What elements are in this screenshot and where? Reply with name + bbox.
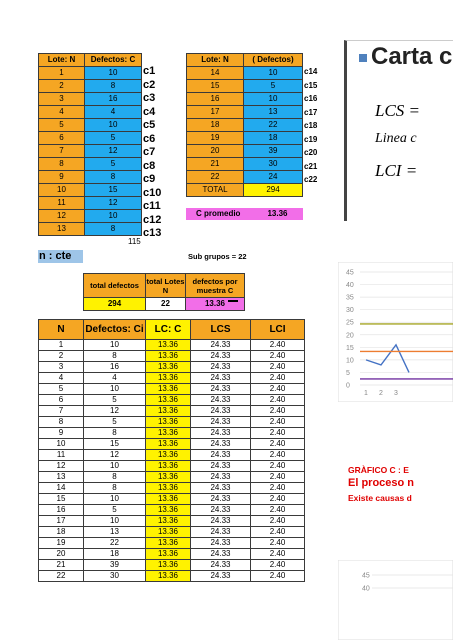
table-cell: 16 bbox=[39, 505, 84, 516]
table-cell: 9 bbox=[39, 171, 85, 184]
table-cell: 5 bbox=[84, 417, 146, 428]
table-row bbox=[39, 210, 142, 223]
table-cell: 13.36 bbox=[146, 516, 191, 527]
table-cell: 15 bbox=[187, 80, 244, 93]
col-defectos: ( Defectos) bbox=[244, 54, 303, 67]
y-tick-label: 40 bbox=[362, 585, 370, 593]
table-cell: 5 bbox=[39, 119, 85, 132]
n-label: n : cte bbox=[38, 250, 83, 263]
table-cell: 10 bbox=[244, 93, 303, 106]
total-row bbox=[187, 184, 303, 197]
col-n: N bbox=[39, 320, 84, 340]
table-cell: 10 bbox=[84, 516, 146, 527]
table-row bbox=[39, 384, 305, 395]
table-cell: 2.40 bbox=[251, 505, 305, 516]
defects-table-1 bbox=[38, 53, 142, 236]
table-cell: 24.33 bbox=[191, 472, 251, 483]
table-row bbox=[187, 158, 303, 171]
table-cell: 4 bbox=[85, 106, 142, 119]
table-cell: 12 bbox=[84, 406, 146, 417]
y-tick-label: 45 bbox=[346, 269, 354, 277]
table-row bbox=[187, 119, 303, 132]
col-lote: Lote: N bbox=[39, 54, 85, 67]
table-cell: 10 bbox=[85, 119, 142, 132]
table-row bbox=[39, 549, 305, 560]
table-cell: 10 bbox=[39, 184, 85, 197]
table-cell: 24.33 bbox=[191, 340, 251, 351]
slide-panel bbox=[344, 40, 453, 221]
conclusion-line-1: GRÀFICO C : E bbox=[348, 465, 409, 475]
y-tick-label: 25 bbox=[346, 319, 354, 327]
sum-value: 115 bbox=[128, 237, 141, 246]
table-cell: 17 bbox=[39, 516, 84, 527]
table-cell: 3 bbox=[39, 93, 85, 106]
formula-linea: Linea c bbox=[375, 131, 417, 146]
table-cell: 5 bbox=[85, 158, 142, 171]
table-cell: 4 bbox=[39, 373, 84, 384]
table-cell: 21 bbox=[187, 158, 244, 171]
table-row bbox=[39, 439, 305, 450]
col-lote: Lote: N bbox=[187, 54, 244, 67]
y-tick-label: 0 bbox=[346, 382, 350, 390]
table-cell: 13.36 bbox=[146, 549, 191, 560]
table-cell: 1 bbox=[39, 340, 84, 351]
table-cell: 2.40 bbox=[251, 351, 305, 362]
summary-total-lotes: total Lotes N bbox=[146, 274, 186, 298]
table-cell: 7 bbox=[39, 145, 85, 158]
table-row bbox=[187, 145, 303, 158]
table-row bbox=[39, 80, 142, 93]
table-cell: 24.33 bbox=[191, 362, 251, 373]
x-tick-label: 1 bbox=[364, 390, 368, 397]
c-label: c5 bbox=[143, 119, 156, 131]
table-row bbox=[39, 67, 142, 80]
c-label: c10 bbox=[143, 186, 162, 199]
table-cell: 39 bbox=[244, 145, 303, 158]
table-cell: 13.36 bbox=[146, 472, 191, 483]
table-cell: 8 bbox=[84, 472, 146, 483]
table-cell: 5 bbox=[39, 384, 84, 395]
c-label: c18 bbox=[304, 121, 318, 130]
table-row bbox=[39, 106, 142, 119]
table-cell: 2.40 bbox=[251, 428, 305, 439]
c-label: c21 bbox=[304, 161, 318, 171]
table-cell: 14 bbox=[39, 483, 84, 494]
c-label: c17 bbox=[304, 107, 318, 117]
table-cell: 24.33 bbox=[191, 439, 251, 450]
c-label: c6 bbox=[143, 132, 156, 145]
table-cell: 24.33 bbox=[191, 428, 251, 439]
table-cell: 16 bbox=[85, 93, 142, 106]
c-label: c20 bbox=[304, 148, 318, 157]
table-cell: 2.40 bbox=[251, 362, 305, 373]
table-cell: 2 bbox=[39, 351, 84, 362]
table-row bbox=[187, 93, 303, 106]
table-row bbox=[39, 93, 142, 106]
table-cell: 3 bbox=[39, 362, 84, 373]
table-cell: 24.33 bbox=[191, 395, 251, 406]
summary-value-defectos: 294 bbox=[84, 298, 146, 311]
table-row bbox=[187, 171, 303, 184]
chart-background bbox=[338, 560, 453, 640]
c-label: c4 bbox=[143, 105, 156, 118]
table-cell: 5 bbox=[84, 395, 146, 406]
table-cell: 12 bbox=[39, 461, 84, 472]
y-tick-label: 10 bbox=[346, 357, 354, 365]
c-label: c9 bbox=[143, 173, 156, 185]
table-row bbox=[39, 362, 305, 373]
table-cell: 12 bbox=[39, 210, 85, 223]
table-row bbox=[39, 223, 142, 236]
x-tick-label: 3 bbox=[394, 390, 398, 397]
c-label: c7 bbox=[143, 146, 156, 158]
table-cell: 11 bbox=[39, 197, 85, 210]
table-cell: 2.40 bbox=[251, 384, 305, 395]
table-row bbox=[39, 132, 142, 145]
table-cell: 16 bbox=[84, 362, 146, 373]
conclusion-line-2: El proceso n bbox=[348, 477, 415, 489]
table-row bbox=[187, 132, 303, 145]
table-cell: 24.33 bbox=[191, 527, 251, 538]
table-cell: 24.33 bbox=[191, 538, 251, 549]
table-cell: 5 bbox=[244, 80, 303, 93]
total-label: TOTAL bbox=[187, 184, 244, 197]
table-cell: 22 bbox=[39, 571, 84, 582]
table-cell: 13.36 bbox=[146, 527, 191, 538]
table-row bbox=[39, 197, 142, 210]
control-chart-2 bbox=[338, 560, 453, 640]
summary-table bbox=[83, 273, 245, 311]
table-row bbox=[39, 340, 305, 351]
table-cell: 20 bbox=[187, 145, 244, 158]
summary-value-lotes: 22 bbox=[146, 298, 186, 311]
table-cell: 24.33 bbox=[191, 483, 251, 494]
c-label: c19 bbox=[304, 134, 318, 144]
table-cell: 13.36 bbox=[146, 461, 191, 472]
table-cell: 8 bbox=[84, 351, 146, 362]
c-label: c3 bbox=[143, 92, 156, 104]
col-lcs: LCS bbox=[191, 320, 251, 340]
table-cell: 21 bbox=[39, 560, 84, 571]
table-cell: 22 bbox=[84, 538, 146, 549]
table-cell: 8 bbox=[85, 80, 142, 93]
table-cell: 13.36 bbox=[146, 428, 191, 439]
table-cell: 2.40 bbox=[251, 516, 305, 527]
c-label: c15 bbox=[304, 80, 318, 90]
y-tick-label: 20 bbox=[346, 332, 354, 340]
table-cell: 2.40 bbox=[251, 461, 305, 472]
table-cell: 10 bbox=[85, 67, 142, 80]
conclusion-line-3: Existe causas d bbox=[348, 493, 412, 503]
table-cell: 2.40 bbox=[251, 560, 305, 571]
table-cell: 18 bbox=[244, 132, 303, 145]
table-cell: 13.36 bbox=[146, 395, 191, 406]
table-cell: 1 bbox=[39, 67, 85, 80]
c-label: c8 bbox=[143, 159, 156, 172]
table-cell: 4 bbox=[39, 106, 85, 119]
table-cell: 10 bbox=[84, 384, 146, 395]
table-cell: 10 bbox=[84, 461, 146, 472]
table-cell: 18 bbox=[84, 549, 146, 560]
col-lci: LCI bbox=[251, 320, 305, 340]
table-cell: 14 bbox=[187, 67, 244, 80]
control-chart-table bbox=[38, 319, 305, 582]
table-row bbox=[39, 145, 142, 158]
table-row bbox=[39, 406, 305, 417]
summary-value-c: 13.36 bbox=[186, 298, 245, 311]
table-cell: 15 bbox=[39, 494, 84, 505]
table-header bbox=[39, 320, 305, 340]
table-cell: 2.40 bbox=[251, 439, 305, 450]
c-label: c13 bbox=[143, 227, 162, 239]
x-tick-label: 2 bbox=[379, 390, 383, 397]
table-cell: 13 bbox=[84, 527, 146, 538]
table-cell: 13 bbox=[39, 223, 85, 236]
table-cell: 10 bbox=[84, 340, 146, 351]
c-label: c16 bbox=[304, 94, 318, 103]
table-cell: 2.40 bbox=[251, 472, 305, 483]
table-row bbox=[39, 505, 305, 516]
table-row bbox=[39, 428, 305, 439]
table-cell: 9 bbox=[39, 428, 84, 439]
y-tick-label: 45 bbox=[362, 572, 370, 580]
promedio-box bbox=[186, 208, 303, 220]
table-row bbox=[39, 461, 305, 472]
table-cell: 5 bbox=[85, 132, 142, 145]
table-cell: 24.33 bbox=[191, 494, 251, 505]
summary-total-defectos: total defectos bbox=[84, 274, 146, 298]
table-cell: 24.33 bbox=[191, 560, 251, 571]
table-cell: 39 bbox=[84, 560, 146, 571]
table-cell: 2.40 bbox=[251, 527, 305, 538]
table-cell: 13.36 bbox=[146, 494, 191, 505]
table-cell: 19 bbox=[187, 132, 244, 145]
control-chart bbox=[338, 262, 453, 402]
table-cell: 13 bbox=[39, 472, 84, 483]
col-lc: LC: C bbox=[146, 320, 191, 340]
table-cell: 6 bbox=[39, 395, 84, 406]
summary-defectos-muestra: defectos por muestra C bbox=[186, 274, 245, 298]
table-row bbox=[39, 351, 305, 362]
table-row bbox=[39, 119, 142, 132]
table-cell: 13 bbox=[244, 106, 303, 119]
table-cell: 13.36 bbox=[146, 505, 191, 516]
table-row bbox=[39, 516, 305, 527]
y-tick-label: 35 bbox=[346, 294, 354, 302]
c-label: c11 bbox=[143, 200, 161, 212]
table-cell: 24.33 bbox=[191, 417, 251, 428]
table-cell: 8 bbox=[85, 223, 142, 236]
table-row bbox=[39, 571, 305, 582]
table-cell: 24.33 bbox=[191, 461, 251, 472]
table-cell: 13.36 bbox=[146, 450, 191, 461]
table-header bbox=[187, 54, 303, 67]
table-cell: 24.33 bbox=[191, 351, 251, 362]
table-cell: 15 bbox=[84, 439, 146, 450]
table-row bbox=[39, 171, 142, 184]
table-cell: 13.36 bbox=[146, 571, 191, 582]
table-cell: 10 bbox=[39, 439, 84, 450]
table-cell: 5 bbox=[84, 505, 146, 516]
table-cell: 12 bbox=[84, 450, 146, 461]
table-cell: 8 bbox=[84, 483, 146, 494]
table-cell: 2.40 bbox=[251, 373, 305, 384]
title-bullet-icon bbox=[359, 54, 367, 62]
c-label: c14 bbox=[304, 67, 318, 76]
table-cell: 4 bbox=[84, 373, 146, 384]
table-cell: 13.36 bbox=[146, 439, 191, 450]
y-tick-label: 30 bbox=[346, 307, 354, 315]
table-cell: 10 bbox=[85, 210, 142, 223]
table-cell: 15 bbox=[85, 184, 142, 197]
table-row bbox=[39, 184, 142, 197]
table-cell: 13.36 bbox=[146, 538, 191, 549]
table-cell: 24.33 bbox=[191, 516, 251, 527]
table-cell: 13.36 bbox=[146, 560, 191, 571]
table-row bbox=[187, 67, 303, 80]
table-cell: 20 bbox=[39, 549, 84, 560]
table-cell: 24.33 bbox=[191, 384, 251, 395]
table-cell: 2.40 bbox=[251, 395, 305, 406]
table-cell: 8 bbox=[39, 158, 85, 171]
table-cell: 2.40 bbox=[251, 417, 305, 428]
table-cell: 8 bbox=[39, 417, 84, 428]
table-cell: 16 bbox=[187, 93, 244, 106]
table-cell: 13.36 bbox=[146, 483, 191, 494]
table-cell: 13.36 bbox=[146, 340, 191, 351]
table-header bbox=[39, 54, 142, 67]
y-tick-label: 40 bbox=[346, 282, 354, 290]
table-cell: 24.33 bbox=[191, 373, 251, 384]
table-cell: 2.40 bbox=[251, 494, 305, 505]
table-cell: 7 bbox=[39, 406, 84, 417]
y-tick-label: 15 bbox=[346, 344, 354, 352]
table-cell: 2.40 bbox=[251, 450, 305, 461]
table-row bbox=[187, 106, 303, 119]
table-row bbox=[187, 80, 303, 93]
table-cell: 24.33 bbox=[191, 406, 251, 417]
chart-background bbox=[338, 262, 453, 402]
table-cell: 2.40 bbox=[251, 340, 305, 351]
table-row bbox=[39, 395, 305, 406]
defects-table-2 bbox=[186, 53, 303, 197]
table-cell: 13.36 bbox=[146, 406, 191, 417]
table-cell: 2.40 bbox=[251, 483, 305, 494]
promedio-label: C promedio bbox=[196, 209, 241, 218]
c-label: c22 bbox=[304, 175, 318, 184]
table-cell: 6 bbox=[39, 132, 85, 145]
c-label: c1 bbox=[143, 65, 156, 77]
table-cell: 13.36 bbox=[146, 384, 191, 395]
arrow-marker bbox=[228, 300, 238, 302]
table-cell: 24.33 bbox=[191, 571, 251, 582]
col-defectos: Defectos: C bbox=[85, 54, 142, 67]
c-label: c12 bbox=[143, 213, 162, 226]
table-cell: 10 bbox=[84, 494, 146, 505]
c-label: c2 bbox=[143, 78, 156, 91]
table-cell: 24.33 bbox=[191, 450, 251, 461]
table-cell: 2.40 bbox=[251, 406, 305, 417]
table-cell: 13.36 bbox=[146, 373, 191, 384]
table-cell: 8 bbox=[84, 428, 146, 439]
subgrupos-label: Sub grupos = 22 bbox=[188, 252, 247, 261]
table-cell: 11 bbox=[39, 450, 84, 461]
table-row bbox=[39, 483, 305, 494]
table-row bbox=[39, 494, 305, 505]
table-cell: 22 bbox=[187, 171, 244, 184]
table-cell: 2 bbox=[39, 80, 85, 93]
table-cell: 18 bbox=[39, 527, 84, 538]
table-row bbox=[39, 373, 305, 384]
table-cell: 30 bbox=[84, 571, 146, 582]
table-row bbox=[39, 538, 305, 549]
table-cell: 30 bbox=[244, 158, 303, 171]
total-value: 294 bbox=[244, 184, 303, 197]
table-row bbox=[39, 527, 305, 538]
table-cell: 13.36 bbox=[146, 417, 191, 428]
table-cell: 13.36 bbox=[146, 362, 191, 373]
table-row bbox=[39, 560, 305, 571]
formula-lcs: LCS = bbox=[375, 101, 421, 120]
table-cell: 22 bbox=[244, 119, 303, 132]
table-cell: 18 bbox=[187, 119, 244, 132]
slide-title: Carta c bbox=[371, 43, 453, 70]
table-cell: 2.40 bbox=[251, 571, 305, 582]
table-cell: 12 bbox=[85, 197, 142, 210]
table-cell: 12 bbox=[85, 145, 142, 158]
table-cell: 10 bbox=[244, 67, 303, 80]
table-cell: 2.40 bbox=[251, 549, 305, 560]
table-cell: 17 bbox=[187, 106, 244, 119]
table-cell: 8 bbox=[85, 171, 142, 184]
y-tick-label: 5 bbox=[346, 369, 350, 377]
table-cell: 24.33 bbox=[191, 505, 251, 516]
promedio-value: 13.36 bbox=[267, 209, 288, 218]
table-cell: 24 bbox=[244, 171, 303, 184]
table-cell: 13.36 bbox=[146, 351, 191, 362]
table-cell: 24.33 bbox=[191, 549, 251, 560]
table-row bbox=[39, 158, 142, 171]
table-row bbox=[39, 472, 305, 483]
table-cell: 2.40 bbox=[251, 538, 305, 549]
table-row bbox=[39, 417, 305, 428]
col-defectos-ci: Defectos: Ci bbox=[84, 320, 146, 340]
table-row bbox=[39, 450, 305, 461]
formula-lci: LCI = bbox=[375, 161, 418, 180]
table-cell: 19 bbox=[39, 538, 84, 549]
